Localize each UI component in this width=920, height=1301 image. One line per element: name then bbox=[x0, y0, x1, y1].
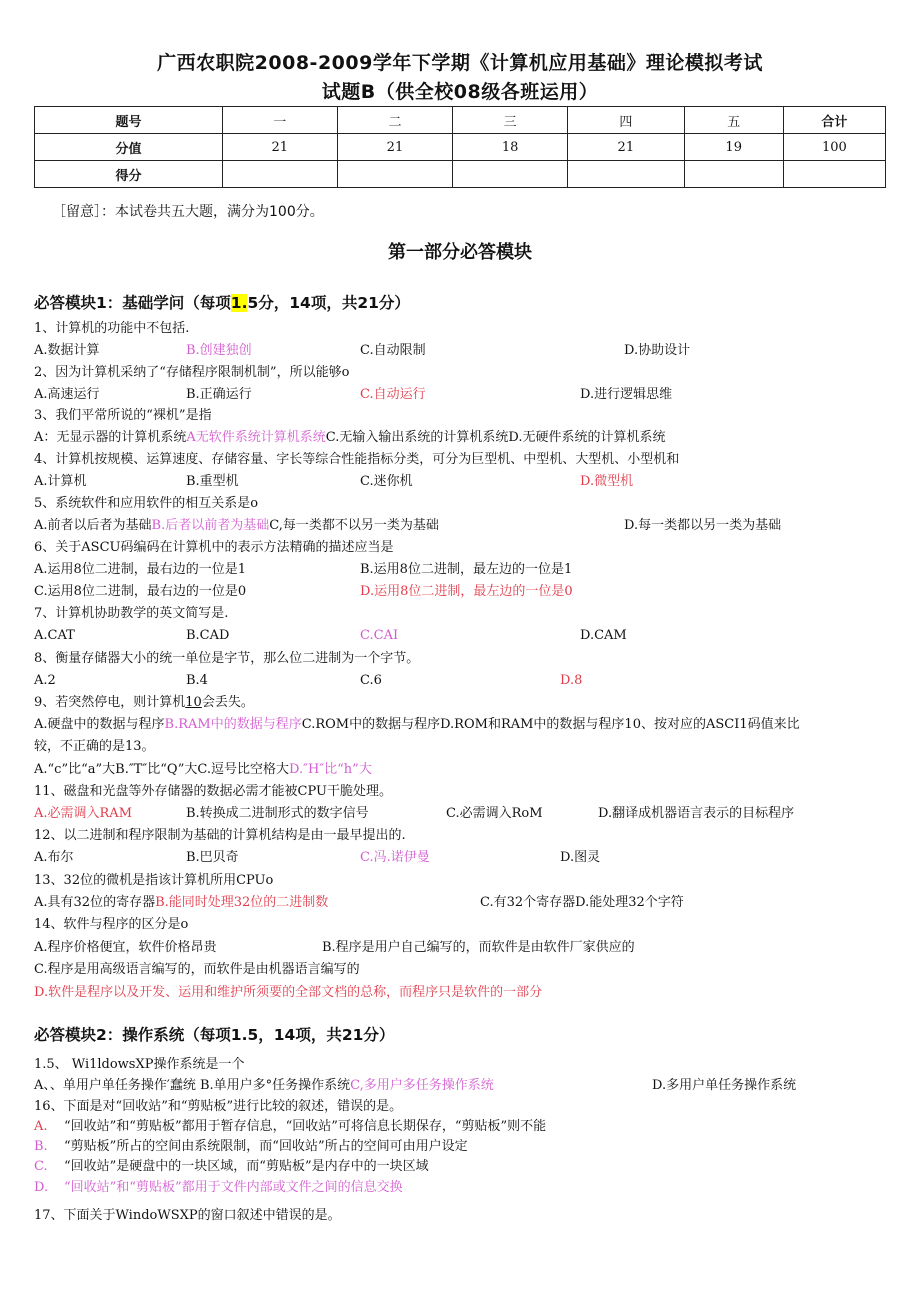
row-label: 得分 bbox=[35, 161, 223, 188]
option-cd: C.有32个寄存器D.能处理32个字符 bbox=[480, 895, 684, 910]
row-label: 题号 bbox=[35, 107, 223, 134]
highlight: 1. bbox=[230, 294, 248, 312]
option-a: A.运用8位二进制，最右边的一位是1 bbox=[34, 562, 247, 577]
option-b: B.程序是用户自己编写的，而软件是由软件厂家供应的 bbox=[322, 940, 635, 955]
question-9: 9、若突然停电，则计算机10会丢失。 bbox=[34, 695, 254, 710]
answer-option: C.自动运行 bbox=[360, 387, 426, 402]
question-14: 14、软件与程序的区分是o bbox=[34, 917, 189, 932]
question-12: 12、以二进制和程序限制为基础的计算机结构是由一最早提出的. bbox=[34, 828, 406, 843]
question-3-options: A：无显示器的计算机系统A无软件系统计算机系统C.无输入输出系统的计算机系统D.无硬件系统的计算机系统 bbox=[34, 430, 666, 445]
option-c: C.运用8位二进制，最右边的一位是0 bbox=[34, 584, 247, 599]
question-5-options: A.前者以后者为基础B.后者以前者为基础C,每一类都不以另一类为基础 bbox=[34, 518, 439, 533]
question-15: 1.5、 Wi1ldowsXP操作系统是一个 bbox=[34, 1057, 245, 1072]
answer-option: D. “回收站”和“剪贴板”都用于文件内部或文件之间的信息交换 bbox=[34, 1180, 403, 1195]
column-header: 三 bbox=[453, 107, 568, 134]
option-a: A.程序价格便宜，软件价格昂贵 bbox=[34, 940, 217, 955]
question-6: 6、关于ASCU码编码在计算机中的表示方法精确的描述应当是 bbox=[34, 540, 394, 555]
option-c: C.必需调入RoM bbox=[446, 806, 543, 821]
option-a: A.CAT bbox=[34, 628, 75, 643]
answer-option: D.8 bbox=[560, 673, 583, 688]
exam-note: ［留意］：本试卷共五大题，满分为100分。 bbox=[52, 204, 324, 220]
option-a: A.布尔 bbox=[34, 850, 74, 865]
option-b: B. “剪贴板”所占的空间由系统限制，而“回收站”所占的空间可由用户设定 bbox=[34, 1139, 468, 1154]
answer-option: B.创建独创 bbox=[186, 343, 252, 358]
answer-option: C.冯.诺伊曼 bbox=[360, 850, 430, 865]
option-a: A.数据计算 bbox=[34, 343, 100, 358]
answer-option: D.软件是程序以及开发、运用和维护所须要的全部文档的总称，而程序只是软件的一部分 bbox=[34, 985, 543, 1000]
score-value: 19 bbox=[684, 134, 783, 161]
option-b: B.重型机 bbox=[186, 474, 239, 489]
question-3: 3、我们平常所说的“裸机”是指 bbox=[34, 408, 212, 423]
option-a: A. “回收站”和“剪贴板”都用于暂存信息，“回收站”可将信息长期保存，“剪贴板”则不能 bbox=[34, 1119, 547, 1134]
option-b: B.转换成二进制形式的数字信号 bbox=[186, 806, 369, 821]
question-10-options: A.“c”比“a”大B.″T″比“Q”大C.逗号比空格大D.″H″比“h”大 bbox=[34, 762, 372, 777]
score-cell bbox=[222, 161, 337, 188]
option-c: C. “回收站”是硬盘中的一块区域，而“剪贴板”是内存中的一块区域 bbox=[34, 1159, 429, 1174]
table-row bbox=[35, 107, 886, 134]
option-d: D.每一类都以另一类为基础 bbox=[624, 518, 782, 533]
exam-subtitle: 试题B（供全校08级各班运用） bbox=[321, 81, 599, 103]
option-a: A.2 bbox=[34, 673, 56, 688]
answer-option: A.必需调入RAM bbox=[34, 806, 133, 821]
column-header: 五 bbox=[684, 107, 783, 134]
option-b: B.正确运行 bbox=[186, 387, 252, 402]
question-13-options: A.具有32位的寄存器B.能同时处理32位的二进制数 bbox=[34, 895, 329, 910]
question-17: 17、下面关于WindoWSXP的窗口叙述中错误的是。 bbox=[34, 1208, 341, 1223]
part-title: 第一部分必答模块 bbox=[388, 242, 532, 263]
score-value: 100 bbox=[783, 134, 885, 161]
option-b: B.巴贝奇 bbox=[186, 850, 239, 865]
answer-option: C,多用户多任务操作系统 bbox=[350, 1078, 494, 1093]
column-header: 一 bbox=[222, 107, 337, 134]
option-c: C.迷你机 bbox=[360, 474, 413, 489]
question-1: 1、计算机的功能中不包括. bbox=[34, 321, 190, 336]
option-d: D.翻译成机器语言表示的目标程序 bbox=[598, 806, 795, 821]
option-a: A.高速运行 bbox=[34, 387, 100, 402]
answer-option: C.CAI bbox=[360, 628, 399, 643]
question-8: 8、衡量存储器大小的统一单位是字节，那么位二进制为一个字节。 bbox=[34, 651, 420, 666]
score-value: 21 bbox=[337, 134, 453, 161]
option-a: A.计算机 bbox=[34, 474, 87, 489]
question-13: 13、32位的微机是指该计算机所用CPUo bbox=[34, 873, 274, 888]
score-value: 21 bbox=[568, 134, 685, 161]
option-c: C.自动限制 bbox=[360, 343, 426, 358]
column-header: 四 bbox=[568, 107, 685, 134]
question-16: 16、下面是对“回收站”和“剪贴板”进行比较的叙述，错误的是。 bbox=[34, 1099, 403, 1114]
score-cell bbox=[568, 161, 685, 188]
section-2-title: 必答模块2：操作系统（每项1.5，14项，共21分） bbox=[34, 1026, 395, 1044]
question-7: 7、计算机协助教学的英文简写是. bbox=[34, 606, 229, 621]
table-row bbox=[35, 161, 886, 188]
answer-option: B.RAM中的数据与程序 bbox=[164, 717, 302, 732]
option-d: D.进行逻辑思维 bbox=[580, 387, 673, 402]
question-4: 4、计算机按规模、运算速度、存储容量、字长等综合性能指标分类，可分为巨型机、中型机、大型机、小型机和 bbox=[34, 452, 680, 467]
column-header: 二 bbox=[337, 107, 453, 134]
score-cell bbox=[684, 161, 783, 188]
option-b: B.运用8位二进制，最左边的一位是1 bbox=[360, 562, 573, 577]
question-15-options: A、、单用户单任务操作′蠢统 B.单用户多°任务操作系统C,多用户多任务操作系统 bbox=[34, 1078, 494, 1093]
answer-option: D.运用8位二进制，最左边的一位是0 bbox=[360, 584, 573, 599]
option-c: C.程序是用高级语言编写的，而软件是由机器语言编写的 bbox=[34, 962, 360, 977]
score-cell bbox=[337, 161, 453, 188]
score-table bbox=[34, 106, 886, 188]
question-11: 11、磁盘和光盘等外存储器的数据必需才能被CPU干脆处理。 bbox=[34, 784, 392, 799]
answer-option: D.″H″比“h”大 bbox=[289, 762, 372, 777]
score-cell bbox=[783, 161, 885, 188]
column-header: 合计 bbox=[783, 107, 885, 134]
option-b: B.4 bbox=[186, 673, 208, 688]
row-label: 分值 bbox=[35, 134, 223, 161]
question-10-cont: 较，不正确的是13。 bbox=[34, 739, 155, 754]
score-cell bbox=[453, 161, 568, 188]
score-value: 18 bbox=[453, 134, 568, 161]
answer-option: B.能同时处理32位的二进制数 bbox=[155, 895, 329, 910]
option-b: B.CAD bbox=[186, 628, 230, 643]
exam-title: 广西农职院2008-2009学年下学期《计算机应用基础》理论模拟考试 bbox=[157, 52, 763, 74]
question-5: 5、系统软件和应用软件的相互关系是o bbox=[34, 496, 259, 511]
score-value: 21 bbox=[222, 134, 337, 161]
table-row bbox=[35, 134, 886, 161]
answer-option: D.微型机 bbox=[580, 474, 634, 489]
answer-option: B.后者以前者为基础 bbox=[151, 518, 270, 533]
question-2: 2、因为计算机采纳了“存储程序限制机制”，所以能够o bbox=[34, 365, 350, 380]
section-1-title: 必答模块1：基础学问（每项1.5分，14项，共21分） bbox=[34, 294, 410, 312]
option-d: D.协助设计 bbox=[624, 343, 691, 358]
option-d: D.多用户单任务操作系统 bbox=[652, 1078, 797, 1093]
option-d: D.图灵 bbox=[560, 850, 601, 865]
question-9-options: A.硬盘中的数据与程序B.RAM中的数据与程序C.ROM中的数据与程序D.ROM和RAM中的数据与程序10、按对应的ASCI1码值来比 bbox=[34, 717, 800, 732]
answer-option: A无软件系统计算机系统 bbox=[186, 430, 326, 445]
option-d: D.CAM bbox=[580, 628, 627, 643]
option-c: C.6 bbox=[360, 673, 382, 688]
